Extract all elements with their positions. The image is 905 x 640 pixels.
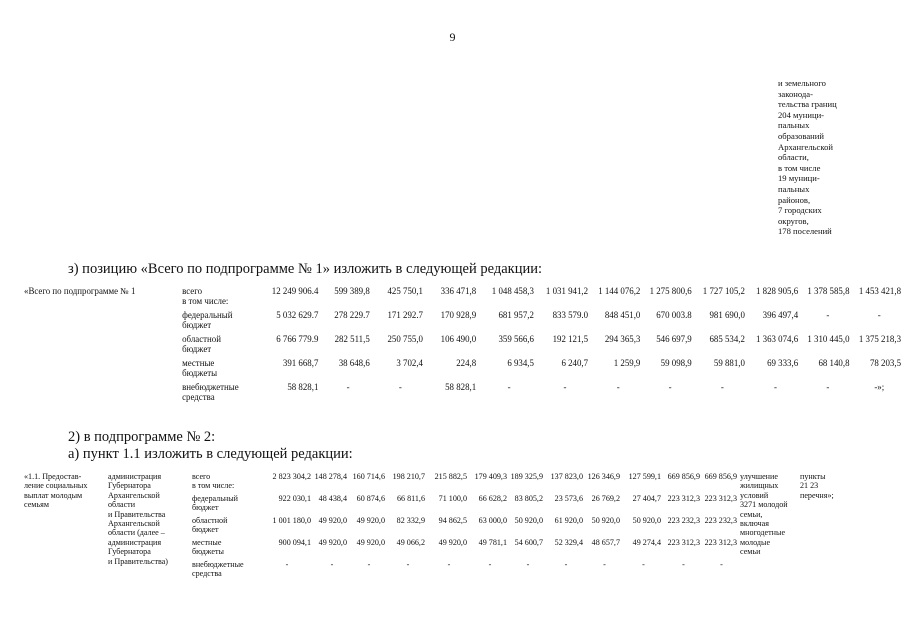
- value-cell: 23 573,6: [554, 494, 583, 503]
- value-cell: 66 628,2: [478, 494, 507, 503]
- value-cell: 54 600,7: [514, 538, 543, 547]
- value-cell: 26 769,2: [591, 494, 620, 503]
- table-row: [24, 382, 905, 406]
- value-cell: -: [563, 382, 567, 392]
- value-cell: -: [682, 560, 685, 569]
- expected-result: улучшение жилищных условий 3271 молодой семьи, включая многодетные молодые семьи: [740, 472, 788, 557]
- value-cell: 49 920,0: [318, 538, 347, 547]
- table-row: [24, 358, 905, 382]
- value-cell: 82 332,9: [396, 516, 425, 525]
- value-cell: 171 292.7: [387, 310, 423, 320]
- value-cell: 223 232,3: [667, 516, 700, 525]
- value-cell: 1 727 105,2: [702, 286, 745, 296]
- value-cell: 6 240,7: [561, 358, 589, 368]
- value-cell: 49 920,0: [356, 516, 385, 525]
- value-cell: 425 750,1: [387, 286, 423, 296]
- row-label: всего в том числе:: [192, 472, 235, 491]
- value-cell: 48 657,7: [591, 538, 620, 547]
- value-cell: 670 003.8: [656, 310, 692, 320]
- value-cell: 49 781,1: [478, 538, 507, 547]
- value-cell: 294 365,3: [604, 334, 641, 344]
- value-cell: 6 934,5: [507, 358, 534, 368]
- heading-subprogram-1-total: з) позицию «Всего по подпрограмме № 1» изложить в следующей редакции:: [68, 261, 543, 277]
- value-cell: 63 000,0: [478, 516, 507, 525]
- value-cell: -: [774, 382, 778, 392]
- value-cell: 137 823,0: [550, 472, 583, 481]
- value-cell: 49 274,4: [632, 538, 661, 547]
- value-cell: 59 098,9: [660, 358, 692, 368]
- value-cell: 681 957,2: [498, 310, 534, 320]
- value-cell: 78 203,5: [869, 358, 901, 368]
- value-cell: 900 094,1: [278, 538, 311, 547]
- value-cell: -»;: [874, 382, 885, 392]
- value-cell: 1 144 076,2: [598, 286, 641, 296]
- value-cell: -: [346, 382, 350, 392]
- value-cell: 599 389,8: [334, 286, 370, 296]
- value-cell: 198 210,7: [392, 472, 425, 481]
- value-cell: 1 259,9: [613, 358, 641, 368]
- value-cell: -: [603, 560, 606, 569]
- row-title: [24, 334, 182, 358]
- value-cell: 126 346,9: [587, 472, 620, 481]
- value-cell: 61 920,0: [554, 516, 583, 525]
- value-cell: 1 363 074,6: [755, 334, 799, 344]
- page-number: 9: [449, 30, 456, 44]
- value-cell: 1 375 218,3: [858, 334, 901, 344]
- value-cell: 49 920,0: [318, 516, 347, 525]
- value-cell: -: [877, 310, 881, 320]
- value-cell: 669 856,9: [667, 472, 700, 481]
- value-cell: -: [826, 382, 830, 392]
- value-cell: -: [330, 560, 334, 569]
- table-row: [24, 310, 905, 334]
- value-cell: 336 471,8: [440, 286, 477, 296]
- value-cell: 5 032 629.7: [276, 310, 319, 320]
- item-1-1-table: [24, 472, 848, 582]
- value-cell: 1 031 941,2: [545, 286, 589, 296]
- table-row: [24, 472, 848, 494]
- value-cell: 48 438,4: [318, 494, 347, 503]
- value-cell: 50 920,0: [632, 516, 661, 525]
- value-cell: 27 404,7: [632, 494, 661, 503]
- value-cell: -: [826, 310, 830, 320]
- value-cell: -: [488, 560, 492, 569]
- value-cell: 278 229.7: [334, 310, 370, 320]
- value-cell: 223 312,3: [667, 494, 700, 503]
- value-cell: 68 140,8: [818, 358, 850, 368]
- value-cell: 58 828,1: [445, 382, 477, 392]
- value-cell: 1 275 800,6: [649, 286, 692, 296]
- value-cell: 49 920,0: [356, 538, 385, 547]
- value-cell: 1 828 905,6: [755, 286, 799, 296]
- row-label: федеральный бюджет: [192, 494, 238, 513]
- value-cell: 59 881,0: [713, 358, 745, 368]
- value-cell: 396 497,4: [762, 310, 799, 320]
- value-cell: -: [526, 560, 530, 569]
- value-cell: 12 249 906.4: [271, 286, 319, 296]
- value-cell: 179 409,3: [474, 472, 507, 481]
- value-cell: -: [285, 560, 289, 569]
- value-cell: 1 453 421,8: [858, 286, 901, 296]
- value-cell: 250 755,0: [387, 334, 423, 344]
- value-cell: -: [398, 382, 402, 392]
- table-row: [24, 286, 905, 310]
- value-cell: 50 920,0: [514, 516, 543, 525]
- item-title: «1.1. Предостав- ление социальных выплат молодым семьям: [24, 472, 88, 510]
- value-cell: -: [406, 560, 410, 569]
- value-cell: 1 048 458,3: [491, 286, 534, 296]
- value-cell: 189 325,9: [510, 472, 543, 481]
- row-label: областной бюджет: [182, 334, 221, 355]
- row-label: внебюджетные средства: [182, 382, 239, 403]
- value-cell: 3 702,4: [396, 358, 423, 368]
- value-cell: 223 232,3: [704, 516, 737, 525]
- value-cell: 848 451,0: [604, 310, 641, 320]
- value-cell: 981 690,0: [709, 310, 745, 320]
- value-cell: 52 329,4: [554, 538, 583, 547]
- row-label: местные бюджеты: [192, 538, 224, 557]
- value-cell: 192 121,5: [552, 334, 589, 344]
- table-row: [24, 334, 905, 358]
- value-cell: 833 579.0: [552, 310, 589, 320]
- row-label: областной бюджет: [192, 516, 228, 535]
- value-cell: 223 312,3: [667, 538, 700, 547]
- value-cell: 282 511,5: [334, 334, 370, 344]
- value-cell: 94 862,5: [438, 516, 467, 525]
- value-cell: 6 766 779.9: [276, 334, 319, 344]
- value-cell: 160 714,6: [352, 472, 385, 481]
- value-cell: 148 278,4: [314, 472, 347, 481]
- value-cell: 170 928,9: [440, 310, 477, 320]
- heading-item-1-1: а) пункт 1.1 изложить в следующей редакции:: [68, 446, 353, 462]
- row-title: [24, 310, 182, 334]
- value-cell: -: [447, 560, 451, 569]
- value-cell: -: [367, 560, 371, 569]
- value-cell: 359 566,6: [498, 334, 534, 344]
- executor: администрация Губернатора Архангельской области и Правительства Архангельской области (далее – администрация Губернатора и Правительства): [108, 472, 168, 566]
- value-cell: -: [668, 382, 672, 392]
- value-cell: 1 378 585,8: [807, 286, 850, 296]
- value-cell: 922 030,1: [278, 494, 311, 503]
- value-cell: 38 648,6: [338, 358, 370, 368]
- row-label: внебюджетные средства: [192, 560, 244, 579]
- subprogram-1-total-table: [24, 286, 905, 406]
- value-cell: -: [720, 382, 724, 392]
- heading-subprogram-2: 2) в подпрограмме № 2:: [68, 429, 216, 445]
- row-title: «Всего по подпрограмме № 1: [24, 286, 136, 296]
- value-cell: 49 920,0: [438, 538, 467, 547]
- value-cell: 83 805,2: [514, 494, 543, 503]
- value-cell: -: [642, 560, 645, 569]
- value-cell: 66 811,6: [396, 494, 425, 503]
- value-cell: 58 828,1: [287, 382, 319, 392]
- result-note: и земельного законода- тельства границ 204 муници- пальных образований Архангельской области, в том числе 19 муници- пальных районов, 7 городских округов, 178 поселений: [778, 78, 837, 237]
- value-cell: 106 490,0: [440, 334, 477, 344]
- value-cell: 1 310 445,0: [807, 334, 850, 344]
- value-cell: 2 823 304,2: [272, 472, 311, 481]
- value-cell: -: [507, 382, 511, 392]
- value-cell: 127 599,1: [628, 472, 661, 481]
- value-cell: 223 312,3: [704, 538, 737, 547]
- value-cell: 669 856,9: [704, 472, 737, 481]
- value-cell: 224,8: [456, 358, 477, 368]
- value-cell: 223 312,3: [704, 494, 737, 503]
- value-cell: 50 920,0: [591, 516, 620, 525]
- row-label: местные бюджеты: [182, 358, 218, 379]
- value-cell: 71 100,0: [438, 494, 467, 503]
- value-cell: 685 534,2: [709, 334, 745, 344]
- value-cell: 60 874,6: [356, 494, 385, 503]
- row-title: [24, 382, 182, 406]
- value-cell: 69 333,6: [767, 358, 799, 368]
- value-cell: 546 697,9: [656, 334, 692, 344]
- row-label: федеральный бюджет: [182, 310, 233, 331]
- reference-points: пункты 21 23 перечня»;: [800, 472, 834, 500]
- value-cell: 215 882,5: [434, 472, 467, 481]
- value-cell: 391 668,7: [282, 358, 319, 368]
- value-cell: -: [616, 382, 620, 392]
- value-cell: -: [720, 560, 723, 569]
- row-title: [24, 358, 182, 382]
- row-label: всего в том числе:: [182, 286, 229, 307]
- value-cell: 1 001 180,0: [272, 516, 311, 525]
- value-cell: 49 066,2: [396, 538, 425, 547]
- value-cell: -: [564, 560, 568, 569]
